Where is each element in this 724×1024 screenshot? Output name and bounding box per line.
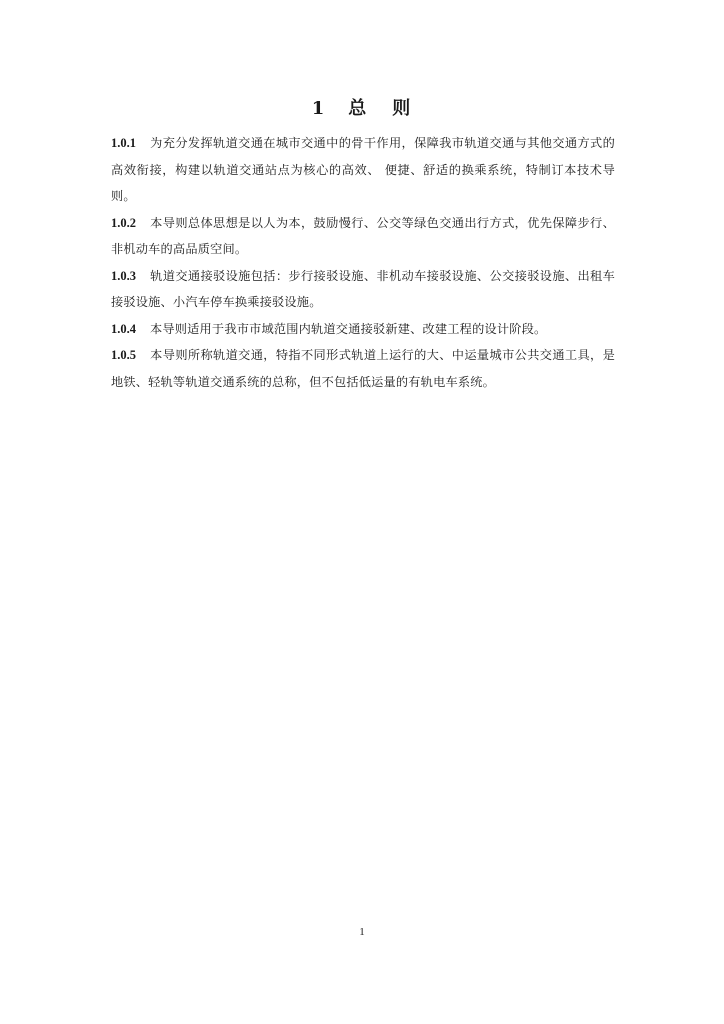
clause-text: 本导则适用于我市市域范围内轨道交通接驳新建、改建工程的设计阶段。 (150, 321, 547, 336)
chapter-body (111, 130, 615, 395)
chapter-title (0, 94, 724, 120)
clause (111, 342, 615, 395)
chapter-title-word-1: 总 (348, 98, 369, 119)
clause-text: 本导则所称轨道交通，特指不同形式轨道上运行的大、中运量城市公共交通工具，是地铁、轻轨等轨道交通系统的总称，但不包括低运量的有轨电车系统。 (111, 348, 615, 389)
clause-number: 1.0.1 (111, 136, 136, 150)
clause (111, 316, 615, 343)
clause-number: 1.0.2 (111, 215, 136, 230)
clause-number: 1.0.4 (111, 321, 136, 336)
clause-number: 1.0.3 (111, 268, 136, 283)
chapter-title-word-2: 则 (392, 98, 413, 119)
clause-text: 为充分发挥轨道交通在城市交通中的骨干作用，保障我市轨道交通与其他交通方式的高效衔接，构建以轨道交通站点为核心的高效、 便捷、舒适的换乘系统，特制订本技术导则。 (111, 136, 615, 203)
page-number: 1 (359, 926, 365, 938)
chapter-number: 1 (311, 98, 327, 119)
clause-number: 1.0.5 (111, 348, 136, 362)
clause (111, 130, 615, 210)
clause (111, 210, 615, 263)
clause (111, 263, 615, 316)
clause-text: 本导则总体思想是以人为本，鼓励慢行、公交等绿色交通出行方式，优先保障步行、非机动车的高品质空间。 (111, 215, 615, 256)
clause-text: 轨道交通接驳设施包括：步行接驳设施、非机动车接驳设施、公交接驳设施、出租车接驳设施、小汽车停车换乘接驳设施。 (111, 268, 615, 309)
